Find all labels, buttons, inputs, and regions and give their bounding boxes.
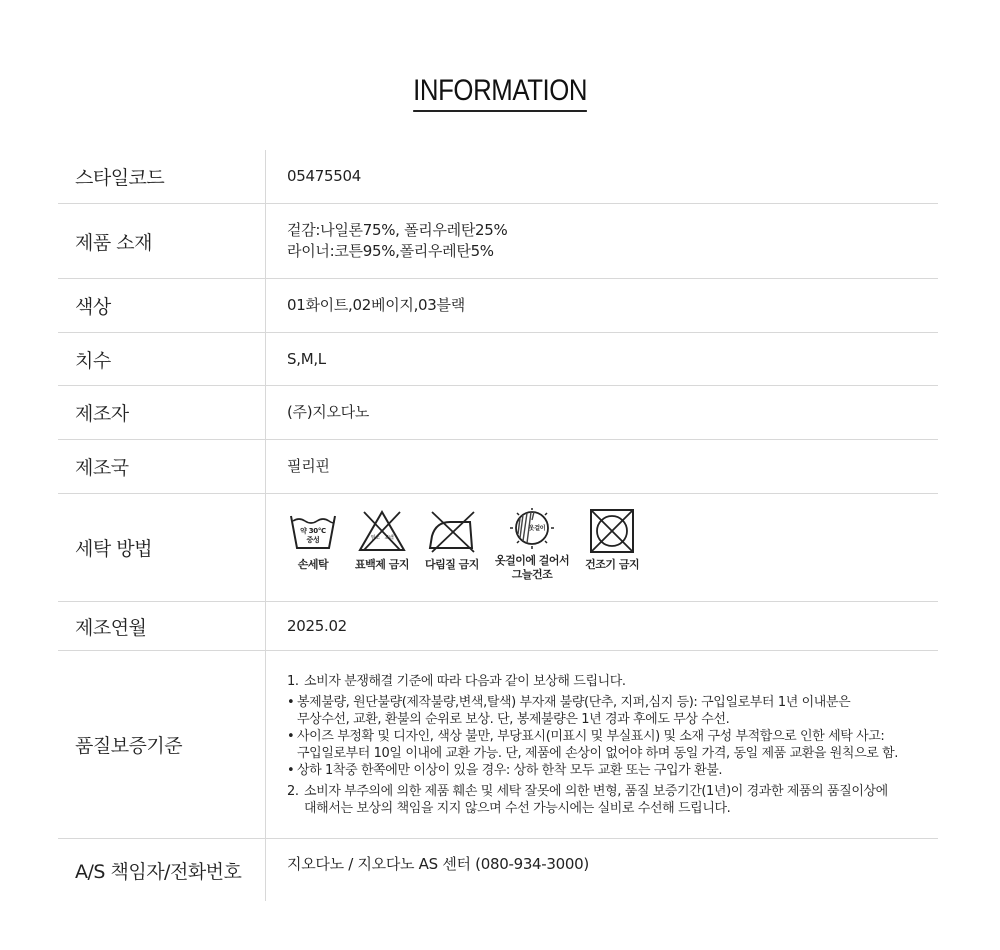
hang-dry-caption-line-2: 그늘건조 [511,568,553,581]
row-size [58,333,938,386]
quality-item-2-line-1: 소비자 부주의에 의한 제품 훼손 및 세탁 잘못에 의한 변형, 품질 보증기간(1년)이 경과한 제품의 품질이상에 [304,783,888,799]
maker-label: 제조자 [58,386,266,439]
quality-bullet-1-line-1: 봉제불량, 원단불량(제작불량,변색,탈색) 부자재 불량(단추, 지퍼,심지 등): 구입일로부터 1년 이내분은 [297,694,851,710]
row-as [58,839,938,901]
bullet-dot: • [287,728,295,744]
wash-item-hand-wash [287,508,339,572]
info-title-wrap [0,74,1000,112]
material-line-2: 라이너:코튼95%,폴리우레탄5% [287,242,494,260]
bullet-dot: • [287,762,295,778]
no-iron-caption: 다림질 금지 [424,558,479,571]
no-tumble-dry-icon [586,508,638,554]
no-bleach-caption: 표백제 금지 [355,558,409,571]
quality-bullet-2 [287,728,938,745]
material-value [266,204,938,278]
row-date [58,602,938,651]
color-value: 01화이트,02베이지,03블랙 [287,296,465,314]
row-wash [58,494,938,602]
quality-num-1: 1. [287,673,299,689]
row-quality [58,651,938,839]
origin-label: 제조국 [58,440,266,493]
material-line-1: 겉감:나일론75%, 폴리우레탄25% [287,221,508,239]
quality-bullet-2-line-1: 사이즈 부정확 및 디자인, 색상 불만, 부당표시(미표시 및 부실표시) 및 소재 구성 부적합으로 인한 세탁 사고: [297,728,885,744]
as-label: A/S 책임자/전화번호 [58,839,266,901]
row-color [58,279,938,333]
size-label: 치수 [58,333,266,385]
quality-bullet-1 [287,694,938,711]
wash-item-no-tumble [585,508,639,572]
material-label: 제품 소재 [58,204,266,278]
row-maker [58,386,938,440]
no-bleach-chlorine: 염소 [370,535,380,541]
no-bleach-icon [356,508,408,554]
quality-item-2-line-2: 대해서는 보상의 책임을 지지 않으며 수선 가능시에는 실비로 수선해 드립니다. [304,800,731,816]
hand-wash-icon [287,508,339,554]
hang-dry-caption-line-1: 옷걸이에 걸어서 [494,554,570,567]
quality-label: 품질보증기준 [58,651,266,838]
page-title: INFORMATION [413,74,587,112]
style-code-label: 스타일코드 [58,150,266,203]
quality-bullet-3-text: 상하 1착중 한쪽에만 이상이 있을 경우: 상하 한착 모두 교환 또는 구입가 환불. [297,762,723,778]
wash-label: 세탁 방법 [58,494,266,601]
wash-item-hang-dry [495,508,569,582]
color-label: 색상 [58,279,266,332]
quality-item-1-text: 소비자 분쟁해결 기준에 따라 다음과 같이 보상해 드립니다. [304,673,626,689]
wash-icons [266,494,938,601]
no-bleach-bleach: 표백 [384,535,394,541]
wash-item-no-bleach [355,508,409,572]
quality-bullet-3 [287,762,938,779]
row-origin [58,440,938,494]
quality-item-1 [287,673,938,690]
size-value: S,M,L [287,349,326,368]
style-code-value: 05475504 [287,167,361,185]
no-iron-icon [426,508,478,554]
origin-value: 필리핀 [287,457,330,475]
date-label: 제조연월 [58,602,266,650]
hang-dry-shade-icon [506,508,558,554]
quality-bullet-1-line-2: 무상수선, 교환, 환불의 순위로 보상. 단, 봉제불량은 1년 경과 후에도 무상 수선. [297,711,730,727]
wash-item-no-iron [425,508,479,572]
quality-num-2: 2. [287,783,299,799]
quality-bullet-2-line-2: 구입일로부터 10일 이내에 교환 가능. 단, 제품에 손상이 없어야 하며 동일 가격, 동일 제품 교환을 원칙으로 함. [297,745,899,761]
hang-dry-caption [495,554,569,582]
maker-value: (주)지오다노 [287,403,370,421]
hand-wash-neutral: 중성 [306,536,320,544]
quality-text [266,651,938,838]
no-tumble-caption: 건조기 금지 [585,558,640,571]
row-style-code [58,150,938,204]
info-table [58,150,938,901]
hang-dry-hanger-text: 옷걸이 [528,525,546,532]
row-material [58,204,938,279]
quality-item-2 [287,783,938,800]
as-value: 지오다노 / 지오다노 AS 센터 (080-934-3000) [287,854,589,873]
hand-wash-temp: 약 30°C [300,527,326,535]
date-value: 2025.02 [287,616,347,635]
bullet-dot: • [287,694,295,710]
hand-wash-caption: 손세탁 [297,558,329,571]
